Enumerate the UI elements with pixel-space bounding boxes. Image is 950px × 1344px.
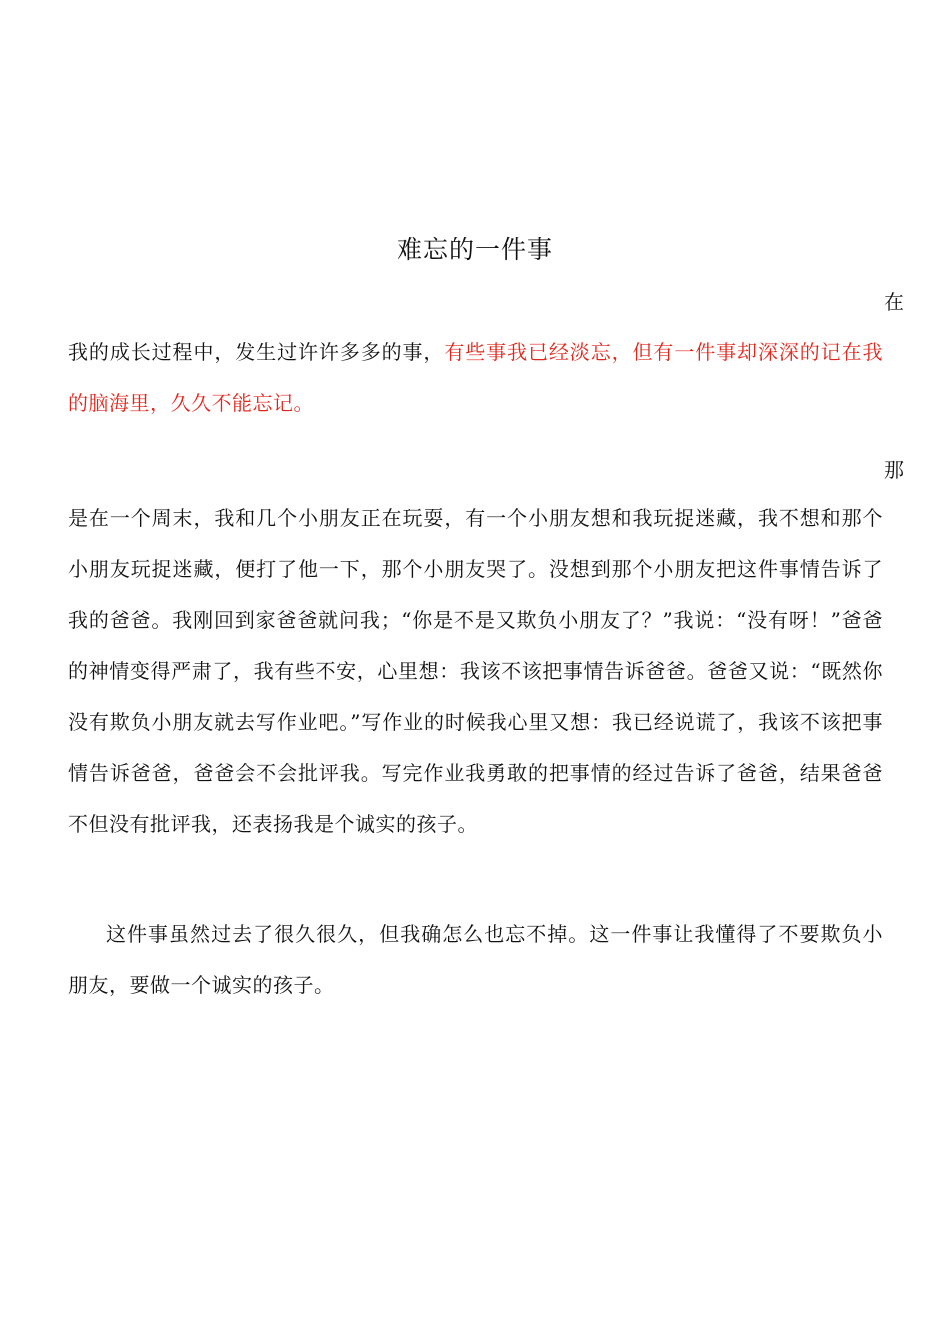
paragraph-1: [68, 327, 883, 429]
paragraph-3: 这件事虽然过去了很久很久，但我确怎么也忘不掉。这一件事让我懂得了不要欺负小朋友，要做一个诚实的孩子。: [68, 922, 883, 997]
paragraph1-text: 我的成长过程中，发生过许许多多的事，: [68, 340, 445, 364]
paragraph1-lead-char: 在: [884, 290, 904, 314]
paragraph-2: 是在一个周末，我和几个小朋友正在玩耍，有一个小朋友想和我玩捉迷藏，我不想和那个小朋友玩捉迷藏，便打了他一下，那个小朋友哭了。没想到那个小朋友把这件事情告诉了我的爸爸。我刚回到家爸爸就问我；“你是不是又欺负小朋友了？”我说：“没有呀！”爸爸的神情变得严肃了，我有些不安，心里想：我该不该把事情告诉爸爸。爸爸又说：“既然你没有欺负小朋友就去写作业吧。”写作业的时候我心里又想：我已经说谎了，我该不该把事情告诉爸爸，爸爸会不会批评我。写完作业我勇敢的把事情的经过告诉了爸爸，结果爸爸不但没有批评我，还表扬我是个诚实的孩子。: [68, 506, 883, 836]
paragraph1-highlighted-text: 有些事我已经淡忘，但有一件事却深深的记在我的脑海里，久久不能忘记。: [68, 340, 884, 415]
paragraph2-lead-char: 那: [884, 458, 904, 482]
document-title: 难忘的一件事: [396, 235, 553, 264]
